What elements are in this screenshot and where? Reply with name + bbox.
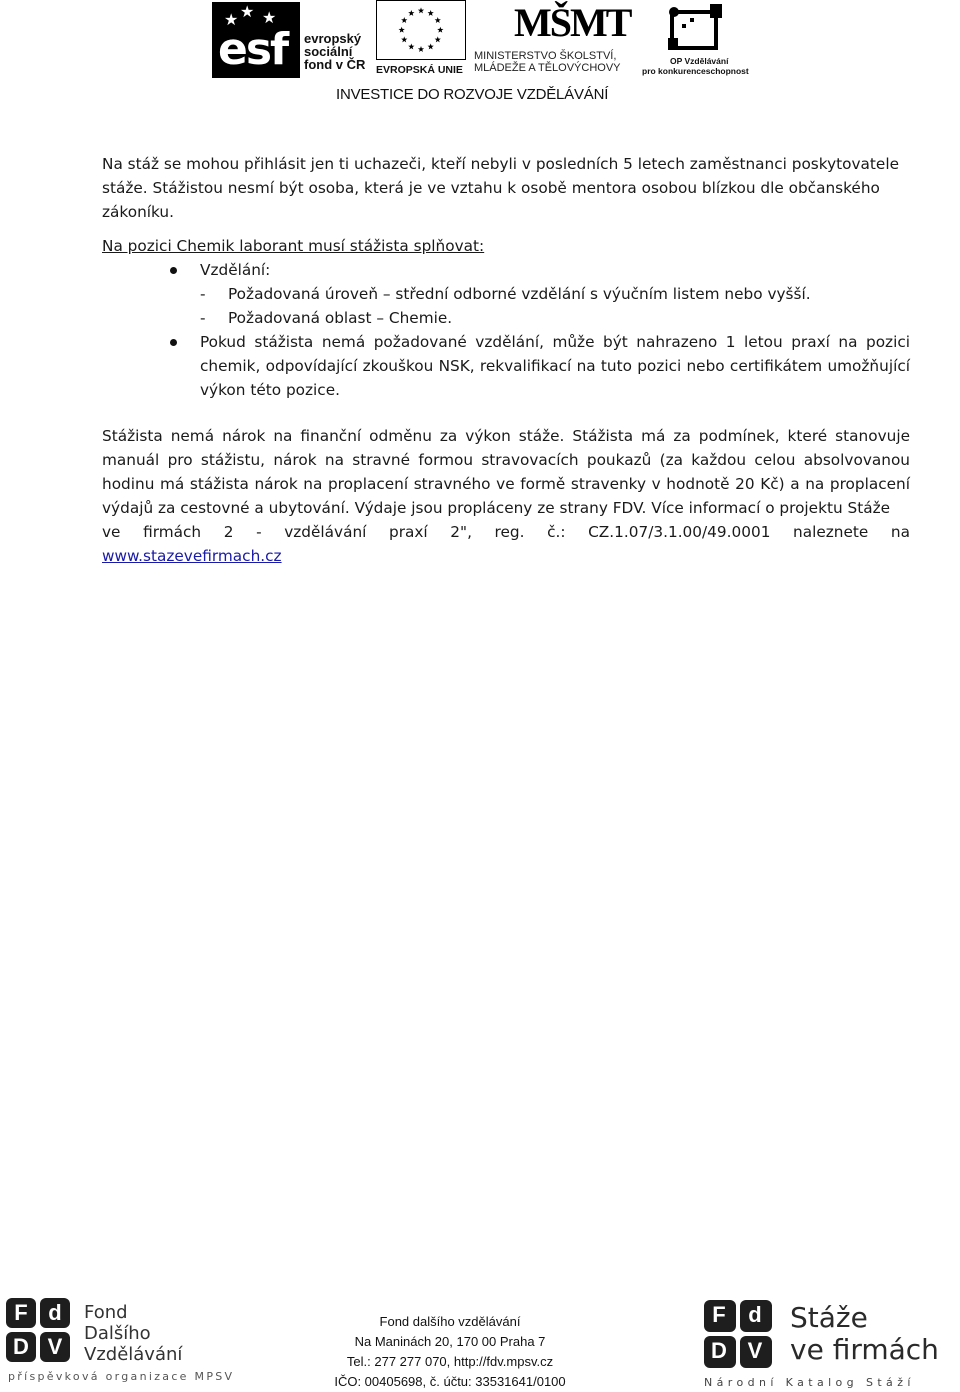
fdv-word: Dalšího: [84, 1323, 151, 1344]
dash-icon: -: [200, 309, 206, 327]
staze-logo-icon: [704, 1300, 774, 1370]
esf-logo: [212, 2, 370, 78]
eu-star: [408, 10, 414, 16]
eu-star: [408, 43, 414, 49]
address-line: Na Maninách 20, 170 00 Praha 7: [354, 1334, 546, 1349]
eu-star: [401, 17, 407, 23]
sub-list-item-text: Požadovaná oblast – Chemie.: [228, 309, 453, 327]
msmt-line: MINISTERSTVO ŠKOLSTVÍ,: [474, 50, 617, 62]
esf-mark: ★ ★ ★ esf: [212, 2, 300, 78]
eu-label: EVROPSKÁ UNIE: [376, 64, 463, 76]
address-line: Tel.: 277 277 070, http://fdv.mpsv.cz: [346, 1354, 554, 1369]
staze-word: Stáže: [790, 1301, 868, 1334]
esf-line: fond v ČR: [304, 57, 366, 72]
dash-icon: -: [200, 285, 206, 303]
tile-letter: V: [47, 1334, 63, 1359]
list-item-text: Pokud stážista nemá požadované vzdělání, může být nahrazeno 1 letou praxí na pozici chemik, odpovídající zkouškou NSK, rekvalifikací na tuto pozici nebo certifikátem umožňující výkon této pozice.: [200, 333, 910, 399]
op-square-icon: [666, 4, 724, 52]
op-logo: [640, 0, 750, 80]
eu-logo: [376, 0, 468, 80]
op-name: [642, 56, 749, 76]
eu-stars-icon: [376, 0, 466, 60]
op-line: OP Vzdělávání: [670, 56, 729, 66]
sub-list-item-text: Požadovaná úroveň – střední odborné vzdělání s výučním listem nebo vyšší.: [228, 285, 811, 303]
eu-star: [435, 17, 441, 23]
esf-mark-letters: esf: [218, 24, 288, 75]
esf-line: sociální: [304, 44, 353, 59]
msmt-name: [474, 50, 621, 74]
eu-star: [428, 43, 434, 49]
op-line: pro konkurenceschopnost: [642, 66, 749, 76]
bullet-icon: [170, 339, 177, 346]
tile-letter: F: [14, 1300, 28, 1325]
closing-text: Stážista nemá nárok na finanční odměnu za výkon stáže. Stážista má za podmínek, které stanovuje manuál pro stážistu, nárok na stravné formou stravovacích poukazů (za každou celou absolvovanou hodinu má stážista nárok na proplacení stravného ve formě stravenky v hodnotě 20 Kč) a na proplacení výdajů za cestovné a ubytování. Výdaje jsou propláceny ze strany FDV. Více informací o projektu Stáže: [102, 427, 910, 517]
esf-line: evropský: [304, 31, 362, 46]
tile-letter: d: [748, 1302, 762, 1327]
list-item-text: Vzdělání:: [200, 261, 271, 279]
eu-star: [418, 7, 424, 13]
staze-name: [790, 1302, 939, 1366]
tile-letter: F: [712, 1302, 726, 1327]
staze-word: ve firmách: [790, 1333, 939, 1366]
header-logos: [0, 0, 960, 110]
staze-subtitle: Národní Katalog Stáží: [704, 1376, 915, 1389]
eu-star: [399, 27, 405, 33]
footer-address: [300, 1312, 600, 1392]
eu-star: [428, 10, 434, 16]
address-line: IČO: 00405698, č. účtu: 33531641/0100: [334, 1374, 566, 1389]
requirements-heading: Na pozici Chemik laborant musí stážista splňovat:: [102, 237, 485, 255]
eu-star: [418, 46, 424, 52]
eu-star: [437, 27, 443, 33]
eu-star: [435, 36, 441, 42]
msmt-mark: MŠMT: [514, 0, 631, 45]
tile-letter: D: [13, 1334, 29, 1359]
tile-letter: D: [711, 1338, 727, 1363]
fdv-word: Vzdělávání: [84, 1344, 183, 1365]
fdv-name: [84, 1302, 182, 1365]
esf-name: [304, 32, 365, 71]
footer: [0, 1290, 960, 1390]
document-body: [102, 152, 910, 568]
tile-letter: V: [747, 1338, 763, 1363]
tile-letter: d: [48, 1300, 62, 1325]
msmt-logo: [474, 0, 638, 80]
list-item: [102, 330, 910, 402]
list-item: [102, 258, 910, 282]
fdv-word: Fond: [84, 1302, 128, 1323]
intro-paragraph: Na stáž se mohou přihlásit jen ti uchazeči, kteří nebyli v posledních 5 letech zaměstnanci poskytovatele stáže. Stážistou nesmí být osoba, která je ve vztahu k osobě mentora osobou blízkou dle občanského zákoníku.: [102, 155, 899, 221]
fdv-logo-icon: [6, 1298, 72, 1364]
closing-text-last-line: ve firmách 2 - vzdělávání praxí 2", reg. č.: CZ.1.07/3.1.00/49.0001 naleznete na: [102, 523, 910, 541]
sub-list-item: [102, 306, 910, 330]
eu-star: [401, 36, 407, 42]
closing-paragraph: [102, 424, 910, 568]
fdv-subtitle: příspěvková organizace MPSV: [8, 1370, 235, 1383]
header-tagline: INVESTICE DO ROZVOJE VZDĚLÁVÁNÍ: [336, 86, 609, 103]
sub-list-item: [102, 282, 910, 306]
bullet-icon: [170, 267, 177, 274]
project-link[interactable]: www.stazevefirmach.cz: [102, 547, 282, 565]
msmt-line: MLÁDEŽE A TĚLOVÝCHOVY: [474, 62, 621, 74]
address-line: Fond dalšího vzdělávání: [379, 1314, 521, 1329]
